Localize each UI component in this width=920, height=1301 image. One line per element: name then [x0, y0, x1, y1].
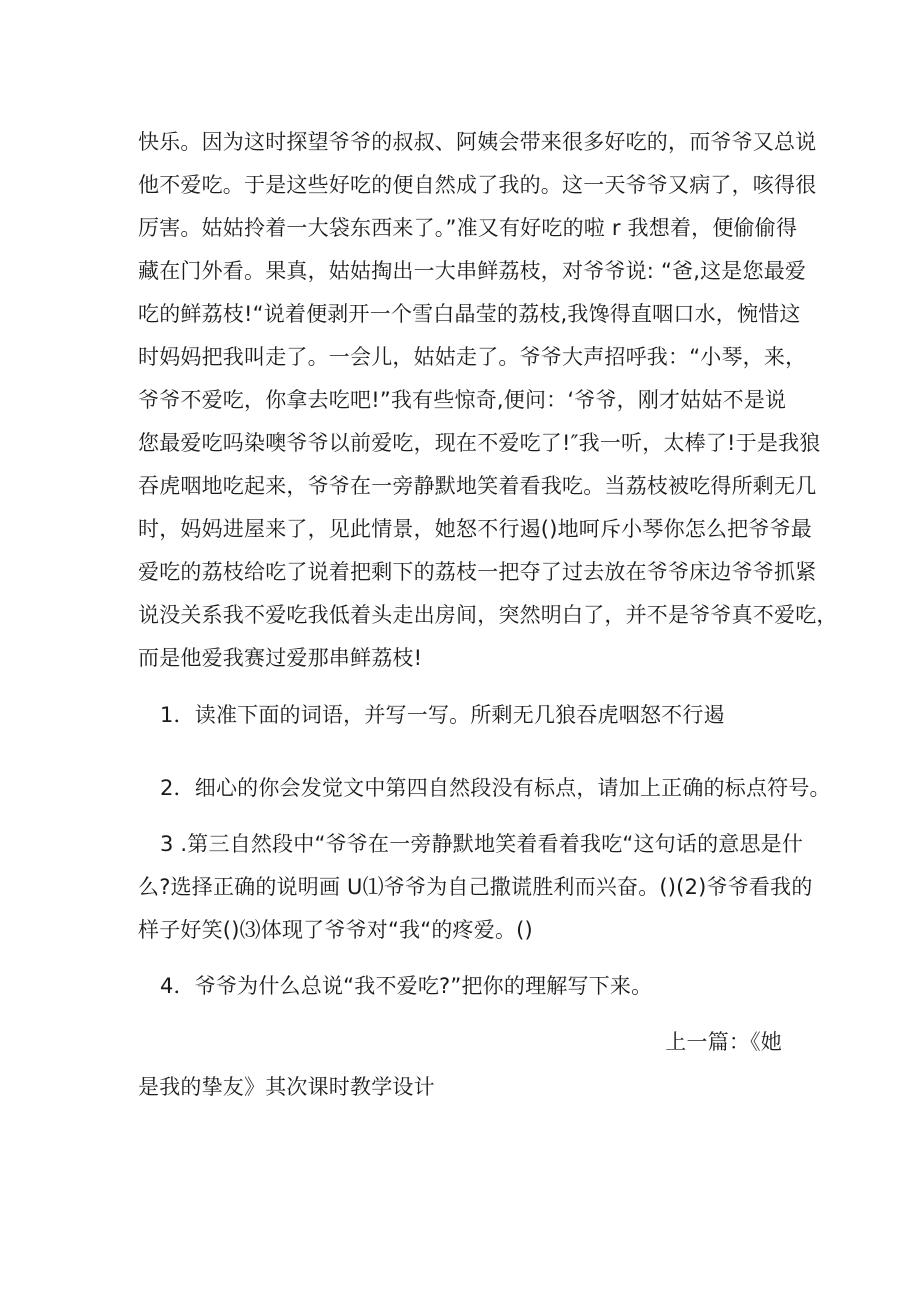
story-line-8: 您最爱吃吗染噢爷爷以前爱吃，现在不爱吃了!″我一听，太棒了!于是我狼	[138, 431, 821, 455]
story-line-13: 而是他爱我赛过爱那串鲜荔枝!	[138, 646, 423, 670]
question-3-line-1: 3 .第三自然段中“爷爷在一旁静默地笑着看着我吃“这句话的意思是什	[160, 832, 804, 856]
story-line-3: 厉害。姑姑拎着一大袋东西来了。”准又有好吃的啦 r 我想着，便偷偷得	[138, 216, 798, 240]
question-1: 1．读准下面的词语，并写一写。所剩无几狼吞虎咽怒不行遏	[160, 703, 725, 727]
story-line-2: 他不爱吃。于是这些好吃的便自然成了我的。这一天爷爷又病了，咳得很	[138, 173, 817, 197]
story-line-6: 时妈妈把我叫走了。一会儿，姑姑走了。爷爷大声招呼我：“小琴，来，	[138, 345, 807, 369]
story-line-4: 藏在门外看。果真，姑姑掏出一大串鲜荔枝，对爷爷说: “爸,这是您最爱	[138, 259, 807, 283]
prev-article-label[interactable]: 上一篇：《她	[665, 1030, 782, 1054]
story-line-12: 说没关系我不爱吃我低着头走出房间，突然明白了，并不是爷爷真不爱吃，	[138, 603, 838, 627]
question-4: 4．爷爷为什么总说“我不爱吃?”把你的理解写下来。	[160, 974, 653, 998]
story-line-1: 快乐。因为这时探望爷爷的叔叔、阿姨会带来很多好吃的，而爷爷又总说	[138, 130, 817, 154]
story-line-7: 爷爷不爱吃，你拿去吃吧!”我有些惊奇,便问：‘爷爷，刚才姑姑不是说	[138, 388, 787, 412]
story-line-10: 时，妈妈进屋来了，见此情景，她怒不行遏()地呵斥小琴你怎么把爷爷最	[138, 517, 812, 541]
question-3-line-2: 么?选择正确的说明画 U⑴爷爷为自己撒谎胜利而兴奋。()(2)爷爷看我的	[138, 875, 813, 899]
story-line-5: 吃的鲜荔枝!“说着便剥开一个雪白晶莹的荔枝,我馋得直咽口水，惋惜这	[138, 302, 801, 326]
story-line-11: 爱吃的荔枝给吃了说着把剩下的荔枝一把夺了过去放在爷爷床边爷爷抓紧	[138, 560, 817, 584]
story-line-9: 吞虎咽地吃起来，爷爷在一旁静默地笑着看我吃。当荔枝被吃得所剩无几	[138, 474, 817, 498]
question-3-line-3: 样子好笑()⑶体现了爷爷对“我“的疼爱。()	[138, 918, 533, 942]
question-2: 2．细心的你会发觉文中第四自然段没有标点，请加上正确的标点符号。	[160, 776, 831, 800]
prev-article-title[interactable]: 是我的挚友》其次课时教学设计	[138, 1075, 435, 1099]
